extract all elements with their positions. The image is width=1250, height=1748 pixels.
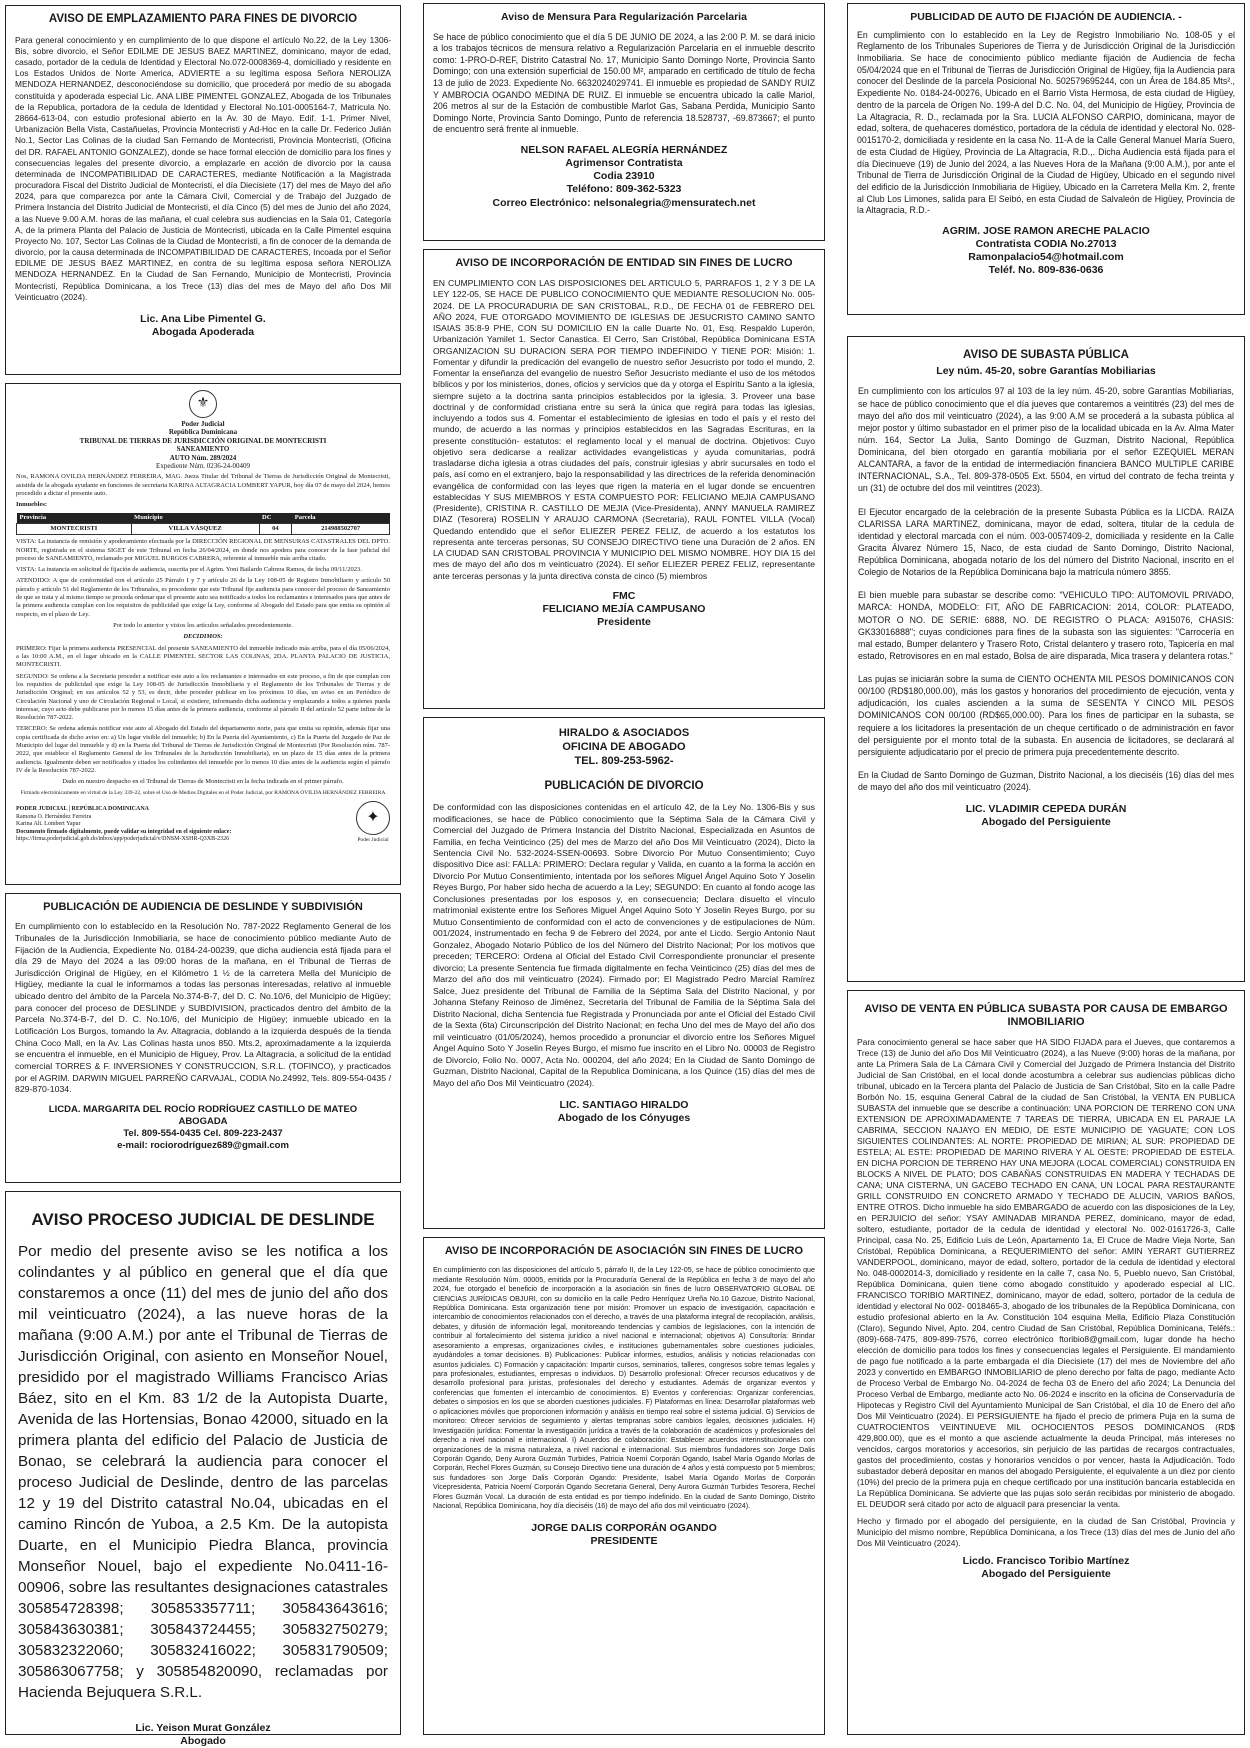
signature	[858, 803, 1234, 829]
notice-body: Se hace de público conocimiento que el día 5 DE JUNIO DE 2024, a las 2:00 P. M. se dará inicio a los trabajos técnicos de mensura relativo a Regularización Parcelaria en el inmueble descrito como: 1-PRO-D-REF, Distrito Catastral No. 17, Municipio Santo Domingo Norte, Provincia Santo Domingo; con una extensión superficial de 150.00 M², amparado en certificado de título de fecha 13 de julio de 2023. Expediente No. 6632024029741. El inmueble es propiedad de SANDY RUIZ Y AMBROCIA OGANDO MEDINA DE RUIZ. El inmueble se encuentra ubicado la calle Mariol, 206 metros al sur de la Estación de combustible Marlot Gas, Sabana Perdida, Municipio Santo Domingo Norte, Provincia Santo Domingo, Punto de referencia 18.528737, -69.873667; el punto de encuentro será frente al inmueble.	[433, 31, 815, 135]
table-header: Provincia	[17, 513, 132, 524]
signer-email: e-mail: rociorodriguez689@gmail.com	[117, 1139, 289, 1151]
notice-proceso-judicial-deslinde	[5, 1191, 401, 1747]
notice-body: Por medio del presente aviso se les notifica a los colindantes y al público en general que el día que constaremos a once (11) del mes de junio del año dos mil veinticuatro (2024), a las nueve horas de la mañana (9:00 A.M.) por ante el Tribunal de Tierras de Jurisdicción Original, con asiento en Monseñor Nouel, presidido por el magistrado Williams Francisco Arias Báez, sito en el Km. 83 1/2 de la Autopista Duarte, Avenida de las Hortensias, Bonao 42000, situado en la primera planta del edificio del Palacio de Justicia de Bonao, se celebrará la audiencia para conocer el proceso Judicial de Deslinde, dentro de las parcelas 12 y 19 del Distrito catastral No.04, ubicadas en el camino Rincón de Yuboa, a 2.5 Km. De la autopista Duarte, en el Municipio Piedra Blanca, provincia Monseñor Nouel, bajo el expediente No.0411-16-00906, sobre las resultantes designaciones catastrales 305854728398; 305853357711; 305843643616; 305843630381; 305843724455; 305832750279; 305832322060; 305832416022; 305831790509; 305863067758; y 305854820090, reclamadas por Hacienda Bejuquera S.R.L.	[18, 1243, 388, 1701]
firm-phone: TEL. 809-253-5962-	[574, 754, 674, 767]
notice-para: En la Ciudad de Santo Domingo de Guzman, Distrito Nacional, a los dieciséis (16) días del mes de mayo del año dos mil veinticuatro (2024).	[858, 769, 1234, 793]
signer-name: JORGE DALIS CORPORÁN OGANDO	[531, 1521, 717, 1534]
signer-phone: Teléf. No. 809-836-0636	[988, 264, 1104, 277]
table-cell: 214988502707	[292, 523, 390, 534]
notice-incorporacion-entidad	[423, 249, 825, 709]
doc-para: PRIMERO: Fijar la primera audiencia PRESENCIAL del presente SANEAMIENTO del inmueble indicado más arriba, para el día 05/06/2024, a las 10:00 A.M., en el lugar ubicado en la CALLE PIMENTEL SECTOR LAS COLINAS, 2DA. PLANTA PALACIO DE JUSTICIA, MONTECRISTI.	[16, 644, 390, 669]
signer-name: FELICIANO MEJÍA CAMPUSANO	[542, 603, 706, 616]
signature	[433, 590, 815, 629]
coat-of-arms-icon: ⚜	[189, 390, 217, 418]
notice-title: AVISO PROCESO JUDICIAL DE DESLINDE	[31, 1210, 375, 1229]
doc-para: Dado en nuestro despacho en el Tribunal de Tierras de Montecristi en la fecha indicada en el primer párrafo.	[62, 778, 344, 786]
validation-link[interactable]: https://firma.poderjudicial.gob.do/inbox/app/poderjudicial/v/DNSM-XSHR-Q3XB-2326	[16, 836, 230, 843]
notice-title: AVISO DE VENTA EN PÚBLICA SUBASTA POR CAUSA DE EMBARGO INMOBILIARIO	[864, 1003, 1228, 1029]
notice-divorcio-hiraldo	[423, 717, 825, 1229]
notice-title: AVISO DE SUBASTA PÚBLICA	[963, 349, 1129, 361]
poder-judicial-emblem-icon: ✦	[356, 801, 390, 835]
notice-title: AVISO DE INCORPORACIÓN DE ENTIDAD SIN FINES DE LUCRO	[455, 257, 793, 269]
sig-line: Ramona O. Hernández Ferreira	[16, 813, 92, 820]
signer-role: PRESIDENTE	[590, 1534, 658, 1547]
doc-para: DECIDIMOS:	[183, 633, 223, 641]
signer-phone: Tel. 809-554-0435 Cel. 809-223-2437	[123, 1127, 283, 1139]
signer-role: Abogada Apoderada	[151, 326, 255, 339]
signer-name: LIC. VLADIMIR CEPEDA DURÁN	[965, 803, 1127, 816]
notice-title: PUBLICACIÓN DE AUDIENCIA DE DESLINDE Y SUBDIVISIÓN	[43, 901, 363, 913]
signer-role: ABOGADA	[178, 1115, 228, 1127]
signer-name: LICDA. MARGARITA DEL ROCÍO RODRÍGUEZ CASTILLO DE MATEO	[48, 1104, 358, 1116]
signature	[857, 1555, 1235, 1581]
notice-title: PUBLICIDAD DE AUTO DE FIJACIÓN DE AUDIENCIA. -	[910, 11, 1182, 23]
doc-para: Inmuebles:	[16, 501, 48, 509]
signer-role: Presidente	[597, 616, 651, 629]
notice-para: El Ejecutor encargado de la celebración de la presente Subasta Pública es la LICDA. RAIZA CLARISSA LARA MARTINEZ, dominicana, mayor de edad, soltera, titular de la cedula de identidad y electoral marcada con el núm. 003-0057409-2, domiciliada y residente en la Calle Gracita Álvarez Número 15, Naco, de esta ciudad de Santo Domingo, Distrito Nacional, República Dominicana, abogada notario de los del número del Distrito Nacional, inscrito en el Colegio de Notarios de la República Dominicana bajo la matrícula número 3855.	[858, 506, 1234, 578]
sig-line: Documento firmado digitalmente, puede validar su integridad en el siguiente enlace:	[16, 828, 232, 835]
notice-body: Para general conocimiento y en cumplimiento de lo que dispone el artículo No.22, de la Ley 1306-Bis, sobre divorcio, el Señor EDILME DE JESUS BAEZ MARTINEZ, dominicano, mayor de edad, casado, portador de la cedula de Identidad y Electoral No.072-0008369-4, domiciliado y residente en Los Estados Unidos de Norte America, ADVIERTE a su legítima esposa Señora NEROLIZA MENDOZA HERNANDEZ, desconociéndose su domicilio, que procederá por medio de su abogada constituida y apoderada especial Lic. ANA LIBE PIMENTEL GONZALEZ, Abogada de los Tribunales de la Republica, portadora de la cedula de Identidad y Electoral No.101-0005164-7, Matricula No. 28664-613-04, con estudio profesional abierto en la Av. 30 de Mayo. Edif. 1-1. Primer Nivel, Urbanización Bella Vista, Castañuelas, Provincia Montecristi y Ad-Hoc en la calle Dr. Federico Julián No.1, Sector Las Colinas de la ciudad San Fernando de Montecristi, Provincia Montecristi, (Oficina del DR. RAFAEL ANTONIO GONZALEZ), donde se hace formal elección de domicilio para los fines y consecuencias legales del presente divorcio, a emplazarle en acción de divorcio por la causa determinada de INCOMPATIBILIDAD DE CARACTERES, mediante Notificación a la Magistrada procuradora Fiscal del Distrito Judicial de Montecristi, el día Diecisiete (17) del mes de Mayo del año 2024, para que comparezca por ante la Cámara Civil, Comercial y de Trabajo del Juzgado de Primera Instancia del Distrito Judicial de Montecristi, el día Cinco (5) del mes de Junio del año 2024, a las Nueve 9.00 A.M. horas de las mañana, el cual celebra sus audiencias en la Sala 01, Categoría A, de la primera Planta del Palacio de Justicia de Montecristi, ubicada en la Calle Pimentel esquina Proyecto No. 107, Sector Las Colinas de la Ciudad de Montecristi, a fin de conocer de la demanda de divorcio, por la causa determinada de INCOMPATIBILIDAD DE CARACTERES, Incoada por el Señor EDILME DE JESUS BAEZ MARTINEZ, en contra de su legítima esposa señora NEROLIZA MENDOZA HERNANDEZ. En la Ciudad de San Fernando, Municipio de Montecristi, Provincia Montecristi, República Dominicana, a los Trece (13) días del mes de Mayo del año Dos Mil Veinticuatro (2024).	[15, 34, 391, 302]
notice-body: En cumplimiento con lo establecido en la Ley de Registro Inmobiliario No. 108-05 y el Reglamento de los Tribunales Superiores de Tierra y de Jurisdicción Original de la Jurisdicción Inmobiliaria. Se hace de conocimiento público mediante fijación de Audiencia de fecha 05/04/2024 que en el Tribunal de Tierras de Jurisdicción Original de Higüey, fija la Audiencia para conocer del Deslinde de la parcela Posicional No. 502579695244, con un Área de 184.85 Mts²., Expediente No. 0184-24-00276, Ubicado en el Barrio Vista Hermosa, de esta ciudad de Higüey, dentro de la parcela de Origen No. 199-A del D.C. No. 04, del Municipio de Higüey, Provincia de La Altagracia, R. D., reclamada por la Sra. LUCIA ALFONSO CARPIO, dominicana, mayor de edad, soltera, de quehaceres doméstico, portadora de la cédula de identidad y electoral No. 028-0015170-2, domiciliada y residente en la casa No. 11-A de la Calle General Manuel María Suero, de esta Ciudad de Higüey, Provincia de La Altagracia, R.D.,. Dicha Audiencia está fijada para el día Diecinueve (19) de Junio del 2024, a las Nueves Hora de la Mañana (9:00 A.M.), por ante el Tribunal de Tierra de Jurisdicción Original de la Ciudad de Higüey, Ubicado en el segundo nivel del edificio de la Jurisdicción Inmobiliaria de Higüey, Ubicado en la Carretera Mella Km. 2, frente al Club Los Limones, salida para El Seibó, en esta Ciudad de Salvaleón de Higüey, Provincia de la Altagracia, R.D.-	[857, 29, 1235, 216]
signer-email: Correo Electrónico: nelsonalegria@mensuratech.net	[492, 196, 756, 209]
doc-header-5: AUTO Núm. 289/2024	[169, 453, 237, 462]
notice-para: El bien mueble para subastar se describe como: "VEHICULO TIPO: AUTOMOVIL PRIVADO, MARCA: HONDA, MODELO: FIT, AÑO DE FABRICACION: 2014, COLOR: PLATEADO, MOTOR O NO. DE SERIE: 6888, NO. DE REGISTRO O PLACA: A915076, CHASIS: GK33016888"; cuyas condiciones para fines de la subasta son las siguientes: "Carrocería en mal estado, Bumper delantero y Trasero Roto, Cristal delantero y trasero roto, Tapicería en mal estado, Retrovisores en en mal estado, Bolsa de aire disparada, Mica trasera y delantera rotas."	[858, 590, 1234, 661]
firm-type: OFICINA DE ABOGADO	[562, 740, 686, 753]
doc-header-6: Expediente Núm. 0236-24-00409	[156, 461, 250, 470]
notice-body: En cumplimiento con lo establecido en la Resolución No. 787-2022 Reglamento General de los Tribunales de la Jurisdicción Inmobiliaria, se hace de conocimiento público mediante Auto de Fijación de la Audiencia, Expediente No. 0184-24-00239, que dicha audiencia está fijada para el día 29 de Mayo del 2024 a las 09:00 horas de la mañana, en el Tribunal de Tierras de Jurisdicción Original de Higüey, en el Kilómetro 1 ½ de la carretera Mella del Municipio de Higüey, mediante la cual le informamos a todas las personas interesadas, relativo al inmueble ubicado dentro del ámbito de la Parcela No.374-B-7, del D. C. No.10/6, del Municipio de Higüey; para conocer del proceso de DESLINDE y SUBDIVISION, practicados dentro del ámbito de la Parcela No.374-B-7, del D. C. No.10/6, del Municipio de Higüey; inmueble ubicado en la Lotificación Los Burgos, tomando la Av. Altagracia, doblando a la izquierda después de la tienda China Coco Mall, en la Av. Las Colinas hasta unos 850. Mts.2, aproximadamente a la izquierda se encuentra el inmueble, en el Municipio de Higuey, Prov. La Altagracia, a solicitud de la entidad comercial TORRES & F. INVERSIONES Y CONSTRUCCION, S.R.L. (TOFINCO), y practicados por el AGRIM. DARWIN MIGUEL PARREÑO CARVAJAL, CODIA No.24992, Tels. 809-554-0435 / 829-870-1034.	[15, 921, 391, 1095]
notice-subasta-publica	[847, 336, 1245, 982]
signer-role: Agrimensor Contratista	[565, 157, 683, 170]
signature	[15, 1104, 391, 1152]
table-header: Parcela	[292, 513, 390, 524]
doc-para: ATENDIDO: A que de conformidad con el artículo 25 Párrafo I y 7 y artículo 26 de la Ley 108-05 de Registro Inmobiliario y artículo 50 párrafo y artículo 51 del Reglamento de los Tribunales, es procedente que este Tribunal fije audiencia para conocer del proceso de Saneamiento de que se trata y al mismo tiempo se proceda ordenar que el presente auto sea notificado a todos los reclamantes e interesados para que antes de la primera audiencia cumplan con los requisitos de publicidad que exige la Ley, conforme al Abogado del Estado para que emita su opinión al respecto, en el plazo de Ley.	[16, 577, 390, 618]
signer-name: AGRIM. JOSE RAMON ARECHE PALACIO	[942, 225, 1150, 238]
signer-codia: Codia 23910	[593, 170, 655, 183]
notice-body: En cumplimiento con las disposiciones del artículo 5, párrafo II, de la Ley 122-05, se hace de público conocimiento que mediante Resolución Núm. 00005, emitida por la Procuraduría General de la República en fecha 3 de mayo del año 2024, fue otorgado el beneficio de incorporación a la asociación sin fines de lucro OBSERVATORIO GLOBAL DE CIENCIAS JURÍDICAS OBJURI, con su domicilio en la calle Pedro Henríquez Ureña No.10 Gazcue, Distrito Nacional, República Dominicana. Esta organización tiene por misión: Promover un espacio de investigación, capacitación e intercambio de conocimientos relacionados con el derecho, a través de una plataforma integral de recopilación, análisis, debates, y difusión de información legal, monitoreando tendencias y cambios de legislaciones, con la intención de contribuir al fortalecimiento del sistema jurídico a nivel nacional e internacional; objetivos A) Consultoría: Brindar asesoramiento a empresas, organizaciones civiles, e instituciones gubernamentales sobre cuestiones judiciales, ayudándoles a tomar decisiones. B) Publicaciones: Publicar informes, estudios, análisis y noticias relacionadas con asuntos judiciales. C) Formación y capacitación: Impartir cursos, seminarios, talleres, congresos sobre temas legales y para profesionales, estudiantes, empresas o individuos. D) Desarrollo profesional: Ofrecer recursos educativos y de desarrollo profesional para juristas, profesionales del derecho y estudiantes. Además de organizar eventos y conferencias que fomenten el intercambio de conocimientos. E) Eventos y conferencias: Organizar conferencias, debates o simposios en los que se aborden cuestiones judiciales. F) Plataformas en línea: Desarrollar plataformas web o aplicaciones móviles que proporcionen información y análisis en tiempo real sobre el sistema judicial. G) Servicios de monitoreo: Ofrecer servicios de seguimiento y alertas tempranas sobre cambios legales, decisiones judiciales. H) Investigación jurídica: Fomentar la investigación jurídica a través de la colaboración de académicos y profesionales del derecho a nivel nacional e internacional. I) Acuerdos de colaboración: Establecer acuerdos interinstitucionales con organizaciones de la misma naturaleza, a nivel nacional e internacional. Sus miembros fundadores son Jorge Dalis Corporán Ogando, Deny Aurora Guzmán Turbides, Patricia Noemí Corporán Ogando, Isabel María Ogando Morlas de Corporán, Rechel Flores Guzmán, su Consejo Directivo tiene una duración de 4 años y está compuesto por 5 miembros; sus fundadores son Jorge Dalis Corporán Ogando: Presidente, Isabel María Ogando Morlas de Corporán Vicepresidenta, Patricia Noemí Corporán Ogando Secretaria General, Deny Aurora Guzmán Turbides Tesorera, Rechel Flores Guzmán Vocal. La duración de esta entidad es por tiempo indefinido. En la ciudad de Santo Domingo, Distrito Nacional, República Dominicana, hoy día dieciséis (16) de mayo del año dos mil veinticuatro (2024).	[433, 1266, 815, 1511]
table-cell: MONTECRISTI	[17, 523, 132, 534]
notice-body: Para conocimiento general se hace saber que HA SIDO FIJADA para el Jueves, que contaremos a Trece (13) de Junio del año Dos Mil Veinticuatro (2024), a las Nueve (9:00) horas de la mañana, por ante La Primera Sala de La Cámara Civil y Comercial del Juzgado de Primera Instancia del Distrito Judicial de San Cristóbal, en el local donde acostumbra a celebrar sus audiencias públicas dicho tribunal, ubicado en la Tercera planta del Palacio de Justicia de San Cristóbal, Sito en la calle Padre Borbón No. 15, esquina General Cabral de la ciudad de San Cristóbal, la VENTA EN PUBLICA SUBASTA del inmueble que se describe a continuación: UNA PORCION DE TERRENO CON UNA EXTENSION DE APROXIMADAMENTE 7 TAREAS DE TIERRA, UBICADA EN EL PARAJE LA CABRIMA, SECCION NAJAYO EN MEDIO, DE ESTE MUNICIPIO DE YAGUATE; CON LOS SIGUIENTES COLINDANTES: AL NORTE: PROPIEDAD DE MIRIAN; AL SUR: PROPIEDAD DE ESTELA; AL ESTE: PROPIEDAD DE MARINO RIVERA Y AL OESTE: PROPIEDAD DE ESTELA. EN DICHA PORCION DE TERRENO HAY UNA MEJORA (LOCAL COMERCIAL) CONSTRUIDA EN BLOCKS A NIVEL DE PLATO; DOS CABAÑAS CONSTRUIDAS EN MADERA Y TECHADAS DE CANA; UNA CISTERNA, UN GACEBO TECHADO EN CANA, UN LOCAL PARA RESTAURANTE GRILL CONSTRUIDO EN CONCRETO ARMADO Y TECHADO DE ALUCIN, VARIOS BAÑOS, ENTRE OTROS. Dicho inmueble ha sido EMBARGADO de acuerdo con las disposiciones de la Ley, en PERJUICIO del señor: YSAY AMINADAB MIRANDA PEREZ, dominicano, mayor de edad, soltero, estudiante, portador de la cedula de identidad y electoral No. 002-0161726-3, Calle Principal, casa No. 25, Edificio Luis de León, Apartamento 1a, El Cruce de Madre Vieja Norte, San Cristóbal, República Dominicana, a REQUERIMIENTO del señor: AMIN YERART GUTIERREZ VANDERPOOL, dominicano, mayor de edad, soltero, portador de la cedula de identidad y electoral No. 048-0002014-3, domiciliado y residente en la calle 7, casa No. 5, Pueblo nuevo, San Cristóbal, República Dominicana, quien tiene como abogado constituido y apoderado especial al LIC. FRANCISCO TORIBIO MARTINEZ, dominicano, mayor de edad, soltero, portador de la cedula de identidad y electoral No 002- 0018465-3, abogado de los tribunales de la República Dominicana, con estudio profesional abierto en la Av. Constitución 104 esquina Mella, Edificio Plaza Constitución (Claro), Segundo Nivel, Apto. 204, centro Ciudad de San Cristóbal, República Dominicana, Teléfs.: (809)-668-7475, 809-899-7576, correo electrónico ftoribio8@gmail.com, lugar donde ha hecho elección de domicilio para todos los fines y consecuencias legales el Persiguiente. El mandamiento de pago fue notificado a la parte embargada el día Diecisiete (17) del mes de Noviembre del año 2023 y convertido en EMBARGO INMOBILIARIO de pleno derecho por falta de pago, mediante Acto de Proceso Verbal de Embargo No. 04-2024 de fecha 03 de Enero del año 2024; La Denuncia del Proceso Verbal de Embargo, mediante acto No. 06-2024 e inscrito en la oficina de Conservaduría de Hipotecas y Registro Civil del Ayuntamiento Municipal de San Cristóbal, el día 10 de Enero del año Dos Mil Veinticuatro (2024). El PERSIGUIENTE ha fijado el precio de primera Puja en la suma de CUATROCIENTOS VEINTINUEVE MIL OCHOCIENTOS PESOS DOMINICANOS (RD$ 429,800.00), que es el monto a que asciende actualmente la deuda Principal, más intereses no vencidos, cargos moratorios y accesorios, sin perjuicio de las partidas de recargos contractuales, gastos del procedimiento, costas y honorarios vencidos o por vencer, hasta la Adjudicación. Todo subastador deberá depositar en manos del abogado Persiguiente, el equivalente a un diez por ciento (10%) del precio de la primera puja en cheque certificado por una institución bancaria establecida en La República Dominicana. Se advierte que las pujas solo serán recibidas por ministerio de abogado. EL DEUDOR será citado por acto de alguacil para presenciar la venta.	[857, 1037, 1235, 1509]
notice-para: Las pujas se iniciarán sobre la suma de CIENTO OCHENTA MIL PESOS DOMINICANOS CON 00/100 (RD$180,000.00), más los gastos y honorarios del procedimiento de ejecución, venta y adjudicación, los cuales ascienden a la suma de SESENTA Y CINCO MIL PESOS DOMINICANOS CON 00/100 (RD$65,000.00). Para los fines de participar en la subasta, se requiere a los licitadores la presentación de un cheque certificado o de administración en favor del persiguiente por el monto total de la subasta. En ausencia de licitadores, se declarará al persiguiente adjudicatario por el precio de primera puja precedentemente descrito.	[858, 674, 1234, 757]
notice-fijacion-audiencia	[847, 3, 1245, 315]
signature	[15, 313, 391, 339]
signer-email: Ramonpalacio54@hotmail.com	[968, 251, 1124, 264]
signature	[857, 225, 1235, 278]
doc-header-3: TRIBUNAL DE TIERRAS DE JURISDICCIÓN ORIGINAL DE MONTECRISTI	[79, 436, 327, 445]
signer-role: Abogado de los Cónyuges	[557, 1112, 691, 1125]
signer-role: Abogado	[180, 1734, 226, 1747]
law-firm-header	[433, 727, 815, 768]
table-cell: VILLA VÁSQUEZ	[131, 523, 259, 534]
emblem-label: Poder Judicial	[357, 836, 389, 843]
doc-para: Por todo lo anterior y vistos los artículos señalados precedentemente.	[113, 622, 293, 630]
sig-line: PODER JUDICIAL | REPÚBLICA DOMINICANA	[16, 806, 149, 813]
signer-phone: Teléfono: 809-362-5323	[566, 183, 682, 196]
notice-subtitle: Ley núm. 45-20, sobre Garantías Mobiliarias	[936, 364, 1156, 377]
table-cell: 04	[259, 523, 292, 534]
signer-name: Lic. Ana Libe Pimentel G.	[140, 312, 266, 325]
table-header: Municipio	[131, 513, 259, 524]
notice-closing: Hecho y firmado por el abogado del persiguiente, en la ciudad de San Cristóbal, Provincia y Municipio del mismo nombre, República Dominicana, a los Trece (13) días del mes de Junio del año Dos Mil Veinticuatro (2024).	[857, 1515, 1235, 1548]
signer-codia: Contratista CODIA No.27013	[975, 238, 1117, 251]
doc-para: VISTA: La instancia en solicitud de fijación de audiencia, suscrita por el Agrim. Yoni Bailardo Cabrera Ramos, de fecha 09/11/2023.	[16, 566, 362, 574]
doc-header-4: SANEAMIENTO	[176, 445, 230, 454]
sig-line: Karina Alt. Lombert Yapur	[16, 821, 81, 828]
signer-name: Lic. Yeison Murat González	[135, 1721, 271, 1734]
notice-body: EN CUMPLIMIENTO CON LAS DISPOSICIONES DEL ARTICULO 5, PARRAFOS 1, 2 Y 3 DE LA LEY 122-05, SE HACE DE PUBLICO CONOCIMIENTO QUE MEDIANTE RESOLUCION No. 005- 2024. DE LA PROCURADURIA DE SAN CRISTOBAL, R.D., DE FECHA 01 de FEBRERO DEL AÑO 2024, FUE OTORGADO MOVIMIENTO DE IGLESIAS DE JESUCRISTO CAMINO SANTO ISAIAS 35:8-9 PHE, CON SU DOMICILIO EN la calle Duarte No. 01, Esq. Respaldo Luperón, Urbanización Yamilet 1. Sector Canastica. El Cerro, San Cristóbal, República Dominicana ESTA ORGANIZACION SU DURACION SERA POR TIEMPO INDEFINIDO Y TIENE POR: Misión: 1. Fomentar y difundir la predicación del evangelio de nuestro señor Jesucristo por todo el mundo, 2. Fomentar la enseñanza del evangelio de nuestro Señor Jesucristo mediante el uso de los métodos bíblicos y por los ministerios, dones, oficios y servicios que da y otorga el Espíritu Santo a la iglesia, siempre sujeto a la doctrina santa principios establecidos por la iglesia. 3. Proveer una base doctrinal y de conformidad cristiana entre su será la única que regirá para todas las iglesias, incluyendo a todos sus 4. Fomentar el establecimiento de iglesias en todo el país y el resto del mundo, de acuerdo a las normas y principios establecidos en las Sagradas Escrituras, en la presente constitución- estatutos: el reglamento local y el manual de doctrina. Objetivos: Cuyo objetivo sera dedicarse a realizar actividades evangelisticas y ayuda comunitarias, podrá trasladarse dicha iglesia a otras ciudades del país, construir iglesias y abrir sucursales en todo el país, así como en el extranjero, bajo la responsabilidad y las directrices de la referida denominación evangélica de conformidad con las leyes que rigen la materia en el lugar donde se encuentren establecidas Y SUS MIEMBROS Y ESTA COMPUESTO POR: FELICIANO MEJIA CAMPUSANO (Presidente), CRISTINA R. CASTILLO DE MEJIA (Vice-Presidenta), ANNY MANUELA RAMIREZ DIAZ (Tesorera) ROSELIN Y ARAUJO CARMONA (Secretaria), RAUL FONTEL VILLA (Vocal) Quedando entendido que el señor ELIEZER PEREZ FELIZ, de acuerdo a los estatutos los representa ante terceras personas, SU CONSEJO DIRECTIVO tiene una Duración de 2 años. EN LA CIUDAD SAN CRISTOBAL PROVINCIA Y MUNICIPIO DEL MISMO NOMBRE. HOY DIA 15 del mes de mayo del año dos m veinticuatro (2024). El señor ELIEZER PEREZ FELIZ, representante ante terceras personas y la junta directiva consta de cinco (5) miembros	[433, 278, 815, 581]
doc-para: VISTA: La instancia de remisión y apoderamiento efectuada por la DIRECCIÓN REGIONAL DE MENSURAS CATASTRALES DEL DPTO. NORTE, registrada en el sistema SIGET de este Tribunal en fecha 26/04/2024, en donde nos apodera para conocer de la fase judicial del proceso de SANEAMIENTO, reclamado por MIGUEL BURGOS CABRERA, referente al inmueble más arriba citado.	[16, 538, 390, 562]
signature	[18, 1722, 388, 1748]
notice-body: De conformidad con las disposiciones contenidas en el artículo 42, de la Ley No. 1306-Bis y sus modificaciones, se hace de Público conocimiento que la Séptima Sala de la Cámara Civil y Comercial del Juzgado de Primera Instancia del Distrito Nacional, Especializada en Asuntos de Familia, en fecha Veinticinco (25) del mes de Marzo del año Dos Mil Veinticuatro (2024), Dicto la Sentencia Civil No. 532-2024-SSEN-00693. Sobre Divorcio Por Mutuo Consentimiento; Cuyo dispositivo Dice así: FALLA: PRIMERO: Declara regular y Valida, en cuanto a la forma la acción en Divorcio Por Mutuo Consentimiento, intentada por los señores Miguel Ángel Aquino Soto Y Joselin Reyes Burgo, Por haber sido hecha de acuerdo a la Ley; SEGUNDO: En cuanto al fondo acoge las Conclusiones presentadas por los esposos y, en consecuencia; Declara disuelto el vínculo matrimonial existente entre los Señores Miguel Ángel Aquino Soto Y Joselin Reyes Burgo, por su Mutuo Consentimiento de conformidad con el acto de convenciones y de estipulaciones de Núm. 001/2024, instrumentado en fecha 9 de Febrero del 2024, por ante el Licdo. Sergio Antonio Naut Gonzalez, Abogado Notario Público de los del Número del Distrito Nacional; Por los motivos que preceden; TERCERO: Ordena al Oficial del Estado Civil Correspondiente pronunciar el presente divorcio; La presente Sentencia fue firmada digitalmente en fecha Veinticinco (25) días del mes de Marzo del año dos mil veinticuatro (2024). Firmado por: El Magistrado Pedro Marcial Ramírez Salce, Juez presidente del Tribunal de Familia de la Séptima Sala del Distrito Nacional, y por Johanna Stefany Reinoso de Jiménez, Secretaria del Tribunal de Familia de la Séptima Sala del Distrito Nacional, dicha Sentencia fue Registrada y Pronunciada por ante el Oficial del Estado Civil de la Sexta (6ta) Circunscripción del Distrito Nacional; en fecha Uno del mes de Mayo del año dos mil veinticuatro (01/05/2024), hemos procedido a pronunciar el divorcio entre los Señores Miguel Ángel Aquino Soto Y Joselin Reyes Burgo, el mismo fue inscrito en el Libro No. 00003 de Registro de Divorcio, Folio No. 0007, Acta No. 000204, del año 2024; En la Ciudad de Santo Domingo de Guzman, Distrito Nacional, Capital de la Republica Dominicana, a los Quince (15) días del mes de Mayo del año Dos Mil Veinticuatro (2024).	[433, 802, 815, 1088]
signer-role: Abogado del Persiguiente	[981, 1567, 1111, 1580]
doc-para: SEGUNDO: Se ordena a la Secretaria proceder a notificar este auto a los reclamantes e interesados en este proceso, a fin de que cumplan con los requisitos de publicidad que exige la Ley 108-05 de Jurisdicción Inmobiliaria y el Reglamento de los Tribunales de Tierras y de Jurisdicción Original; en sus artículos 52 y 53, es decir, debe proceder publicar en los próximos 10 días, un aviso en un Periódico de Circulación Nacional y uno de Circulación Regional o Local, si existiere, informando dicha audiencia y emplazando a todos a quienes pueda interesar, cuyo acto debe publicarse por lo menos 15 días antes de la primera audiencia, conforme al párrafo II del artículo 52 parte infine de la Resolución 787-2022.	[16, 672, 390, 722]
signer-name: LIC. SANTIAGO HIRALDO	[559, 1099, 689, 1112]
digital-signature-block	[16, 801, 390, 844]
signer-name: NELSON RAFAEL ALEGRÍA HERNÁNDEZ	[520, 144, 728, 157]
notice-para: En cumplimiento con los artículos 97 al 103 de la ley núm. 45-20, sobre Garantías Mobiliarias, se hace de público conocimiento que el día jueves que contaremos a veintitrés (23) del mes de mayo del año dos mil veinticuatro (2024), a las 9:00 A.M se procederá a la subasta pública al mejor postor y último subastador en el primer piso de la localidad ubicada en la Av. Alma Mater núm. 164, Sector La Julia, Santo Domingo de Guzman, Distrito Nacional, República Dominicana, del bien otorgado en garantía mobiliaria por el señor EZEQUIEL MERAN ALCANTARA, a favor de la entidad de intermediación financiera BANCO MULTIPLE CARIBE INTERNACIONAL, S.A., Tel. 809-378-0505 Ext. 5504, en virtud del contrato de fecha treinta y un (31) de octubre del dos mil veintitres (2023).	[858, 386, 1234, 494]
doc-para: Firmado electrónicamente en virtud de la Ley 339-22, sobre el Uso de Medios Digitales en el Poder Judicial, por RAMONA OVILDA HERNÁNDEZ FERREIRA	[20, 789, 386, 796]
parcel-table	[16, 513, 390, 536]
table-row	[17, 523, 390, 534]
firm-name: HIRALDO & ASOCIADOS	[558, 727, 690, 739]
notice-incorporacion-asociacion	[423, 1237, 825, 1735]
signer-role: Abogado del Persiguiente	[981, 816, 1111, 829]
signature	[433, 1522, 815, 1548]
notice-auto-saneamiento	[5, 383, 401, 885]
notice-mensura	[423, 3, 825, 241]
notice-title: PUBLICACIÓN DE DIVORCIO	[544, 780, 704, 793]
notice-venta-subasta-embargo	[847, 990, 1245, 1735]
notice-emplazamiento-divorcio	[5, 5, 401, 375]
doc-para: Nos, RAMONA OVILDA HERNÁNDEZ FERREIRA, MAG. Jueza Titular del Tribunal de Tierras de Jurisdicción Original de Montecristi, asistida de la abogada ayudante en funciones de secretaria KARINA ALTAGRACIA LOMBERT YAPUR, hoy día 07 de mayo del 2024, hemos procedido a dictar el presente auto.	[16, 473, 390, 497]
signature	[433, 1099, 815, 1125]
notice-title: AVISO DE INCORPORACIÓN DE ASOCIACIÓN SIN FINES DE LUCRO	[444, 1245, 804, 1257]
signature-initials: FMC	[612, 589, 636, 602]
table-header: DC	[259, 513, 292, 524]
signature	[433, 144, 815, 210]
doc-header-1: Poder Judicial	[181, 420, 225, 428]
signer-name: Licdo. Francisco Toribio Martínez	[962, 1554, 1130, 1567]
doc-para: TERCERO: Se ordena además notificar este auto al Abogado del Estado del departamento norte, para que emita su opinión, además fijar una copia certificada de dicho aviso en: a) Un lugar visible del inmueble; b) En la Puerta del Ayuntamiento, c) En la Puerta del Juzgado de Paz de Municipio del lugar del inmueble y d) en la Puerta del Tribunal de Tierras de Jurisdicción Original de Montecristi (Por Resolución núm. 787-2022, que establece el Reglamento General de los Tribunales de la Jurisdicción Inmobiliaria), en un plazo de 15 días antes de la primera audiencia. Igualmente deben ser notificados y citados los colindantes del inmueble por lo menos 10 días antes de la audiencia según el párrafo IV de la Resolución 787-2022.	[16, 725, 390, 775]
doc-header-2: República Dominicana	[168, 428, 238, 437]
notice-deslinde-subdivision	[5, 893, 401, 1183]
notice-title: AVISO DE EMPLAZAMIENTO PARA FINES DE DIVORCIO	[48, 13, 358, 25]
notice-title: Aviso de Mensura Para Regularización Parcelaria	[501, 11, 747, 23]
